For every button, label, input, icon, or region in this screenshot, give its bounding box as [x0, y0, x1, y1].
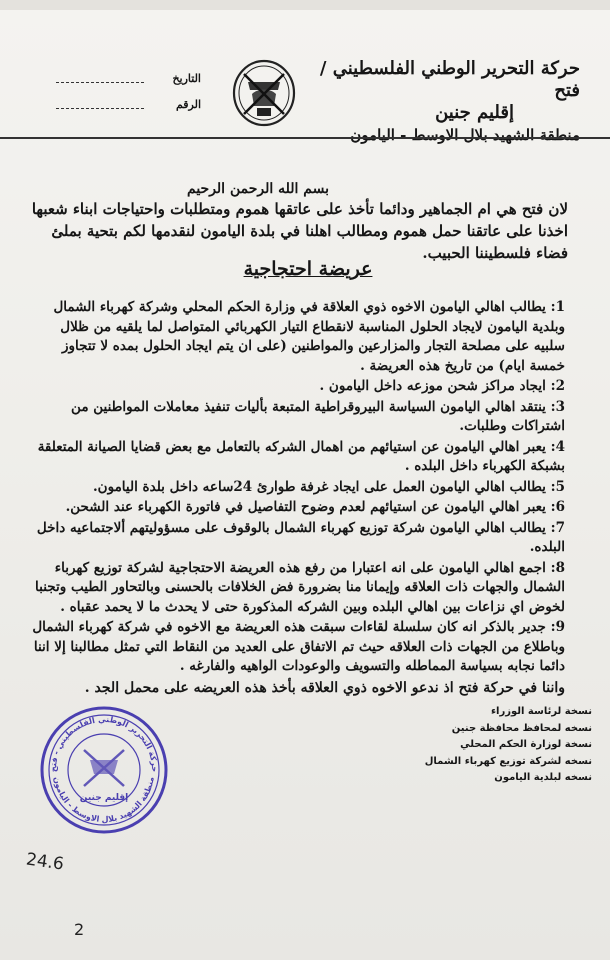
petition-items — [30, 298, 565, 698]
distribution-item: نسخة لوزارة الحكم المحلي — [460, 739, 592, 750]
stamp-icon — [36, 702, 172, 838]
number-label: الرقم — [175, 98, 201, 111]
handwritten-page-mark: 2 — [74, 920, 85, 939]
bismillah: بسم الله الرحمن الرحيم — [187, 181, 329, 197]
date-label: التاريخ — [172, 72, 201, 85]
closing-paragraph: واننا في حركة فتح اذ ندعو الاخوه ذوي العلاقه بأخذ هذه العريضه على محمل الجد . — [84, 679, 565, 696]
date-line — [56, 82, 144, 83]
distribution-item: نسخة لرئاسة الوزراء — [490, 706, 592, 717]
distribution-item: نسخه لمحافظ محافظة جنين — [451, 722, 592, 734]
organization-name: حركة التحرير الوطني الفلسطيني / فتح — [319, 58, 580, 101]
petition-item: 9: جدير بالذكر انه كان سلسلة لقاءات سبقت هذه العريضة مع الاخوه في شركة كهرباء الشمال وباطلاع من الجهات ذات العلاقه حيث تم الاتفاق على العديد من النقاط التي تمثل مطالبنا إلا اننا دائما نجابه بسياسة المماطله والتسويف والوعودات الواهيه والفارغه . — [32, 619, 565, 674]
intro-paragraph: لان فتح هي ام الجماهير ودائما تأخذ على عاتقها هموم ومتطلبات واحتياجات ابناء شعبها اخذنا على عاتقنا حمل هموم ومطالب اهلنا في بلدة اليامون لنقدمها لكم بتحية بملئ فضاء فلسطيننا الحبيب. — [31, 200, 568, 262]
distribution-list — [332, 704, 592, 787]
petition-item: 6: يعبر اهالي اليامون عن استيائهم لعدم وضوح التفاصيل في فاتورة الكهرباء عند الشحن. — [65, 499, 565, 515]
number-field — [56, 98, 201, 124]
handwritten-date: 24.6 — [24, 849, 66, 875]
reference-fields — [56, 72, 201, 124]
stamp-outer-text: حركة التحرير الوطني الفلسطيني - فتح — [48, 714, 160, 773]
fatah-logo-icon — [230, 58, 298, 128]
letterhead-strip — [0, 0, 610, 10]
region-name: إقليم جنين — [435, 102, 514, 123]
header-divider — [0, 137, 610, 139]
petition-item: 7: يطالب اهالي اليامون شركة توزيع كهرباء الشمال بالوقوف على مسؤوليتهم ألاجتماعيه داخل البلده. — [36, 519, 565, 555]
official-stamp — [36, 702, 172, 838]
stamp-lower-text: منطقة الشهيد بلال الاوسط - اليامون — [52, 776, 156, 825]
petition-item: 2: ايجاد مراكز شحن موزعه داخل اليامون . — [319, 378, 565, 394]
petition-item: 5: يطالب اهالي اليامون العمل على ايجاد غرفة طوارئ 24ساعه داخل بلدة اليامون. — [92, 478, 565, 495]
petition-item: 8: اجمع اهالي اليامون على انه اعتبارا من رفع هذه العريضة الاحتجاجية لشركة توزيع كهرباء الشمال والجهات ذات العلاقه وإيمانا منا بضرورة فض الخلافات بالحسنى وبالتحاور الطيب وتجنبا لخوض اي نزاعات بين اهالي البلده وبين الشركه المذكورة حتى لا يحدث ما لا يحمد عقباه . — [35, 559, 565, 615]
petition-item: 3: ينتقد اهالي اليامون السياسة البيروقراطية المتبعة بأليات تنفيذ معاملات المواطنين من اشتراكات وطلبات. — [71, 398, 565, 434]
letter-opening — [28, 180, 568, 264]
area-name: منطقة الشهيد بلال الاوسط - اليامون — [350, 126, 580, 144]
distribution-item: نسخه لبلدية اليامون — [494, 772, 592, 783]
number-line — [56, 108, 144, 109]
distribution-item: نسخه لشركة توزيع كهرباء الشمال — [424, 755, 592, 767]
letterhead — [305, 58, 580, 146]
stamp-center-text: إقليم جنين — [79, 793, 129, 803]
date-field — [56, 72, 201, 98]
petition-item: 4: يعبر اهالي اليامون عن استيائهم من اهمال الشركه بالتعامل مع بعض قضايا الصيانة المتعلقة بشبكة الكهرباء داخل البلده . — [37, 438, 565, 474]
petition-item: 1: يطالب اهالي اليامون الاخوه ذوي العلاقة في وزارة الحكم المحلي وشركة كهرباء الشمال وبلدية اليامون لايجاد الحلول المناسبة لانقطاع التيار الكهربائي المتواصل لما يلقيه من ظلال سلبيه على مصلحة التجار والمزارعين والمواطنين (على ان يتم ايجاد الحلول بمده لا تتجاوز خمسة ايام) من تاريخ هذه العريضة . — [53, 299, 565, 374]
document-title: عريضة احتجاجية — [243, 258, 373, 280]
